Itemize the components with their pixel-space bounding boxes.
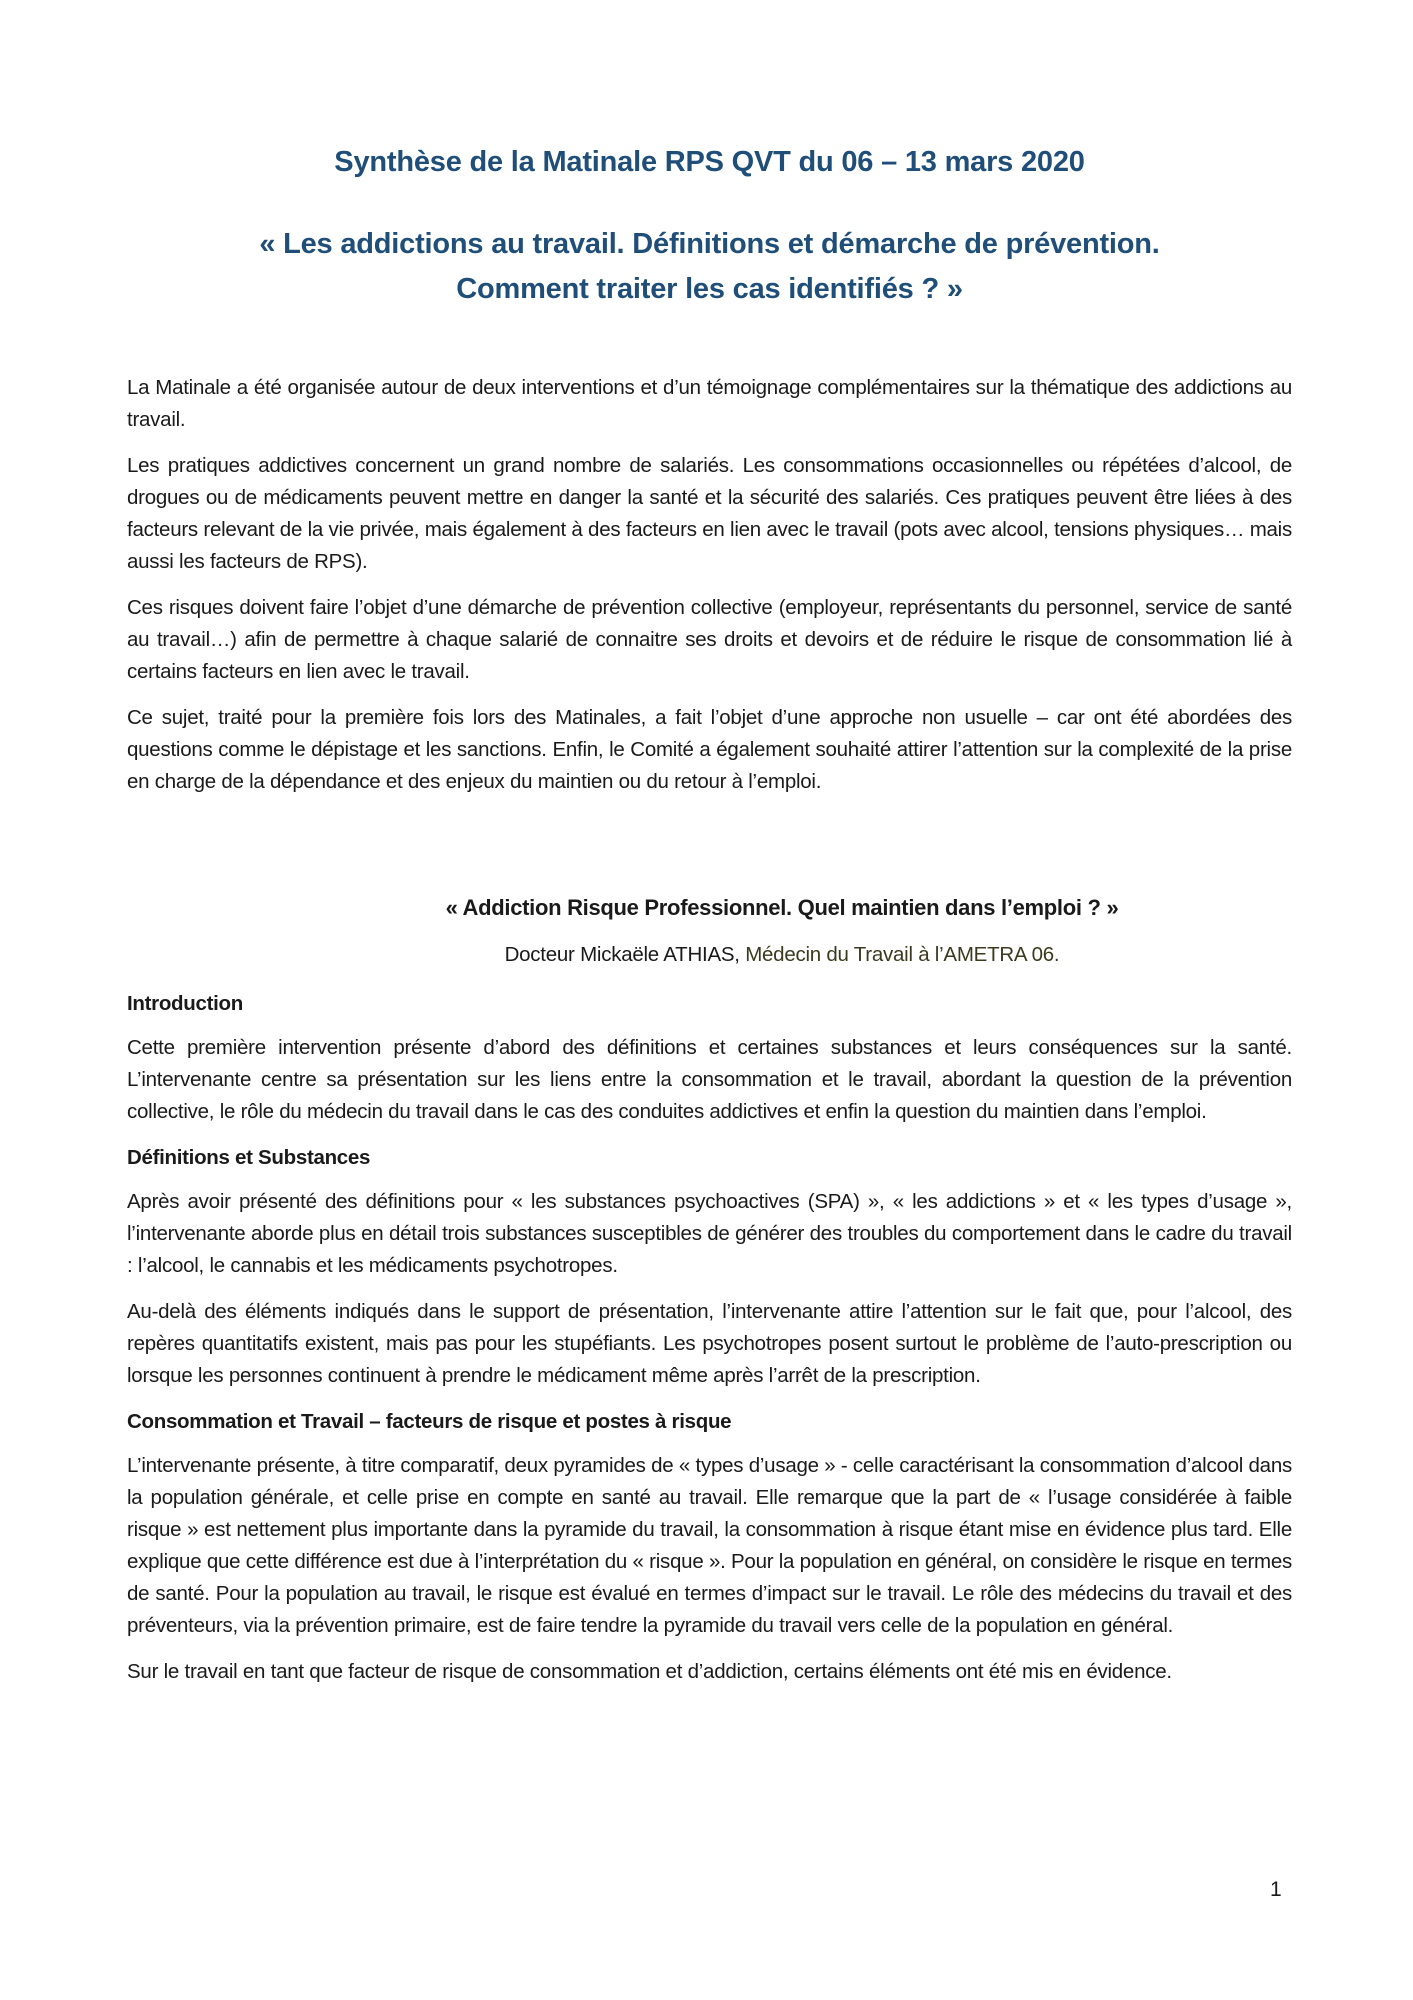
speaker-line bbox=[127, 943, 1292, 967]
section-heading: Introduction bbox=[127, 992, 243, 1015]
section-definitions bbox=[127, 1142, 1292, 1392]
section-paragraph: Cette première intervention présente d’abord des définitions et certaines substances et leurs conséquences sur la santé. L’intervenante centre sa présentation sur les liens entre la consommation et le travail, abordant la question de la prévention collective, le rôle du médecin du travail dans le cas des conduites addictives et enfin la question du maintien dans l’emploi. bbox=[127, 1036, 1292, 1123]
section-consommation-travail bbox=[127, 1406, 1292, 1688]
page-number: 1 bbox=[1270, 1878, 1282, 1901]
subtitle-line-2: Comment traiter les cas identifiés ? » bbox=[456, 273, 963, 305]
intro-paragraph: Les pratiques addictives concernent un grand nombre de salariés. Les consommations occasionnelles ou répétées d’alcool, de drogues ou de médicaments peuvent mettre en danger la santé et la sécurité des salariés. Ces pratiques peuvent être liées à des facteurs relevant de la vie privée, mais également à des facteurs en lien avec le travail (pots avec alcool, tensions physiques… mais aussi les facteurs de RPS). bbox=[127, 454, 1292, 573]
document-title: Synthèse de la Matinale RPS QVT du 06 – 13 mars 2020 bbox=[334, 146, 1085, 178]
talk-body bbox=[127, 988, 1292, 1702]
intro-paragraph: Ce sujet, traité pour la première fois lors des Matinales, a fait l’objet d’une approche non usuelle – car ont été abordées des questions comme le dépistage et les sanctions. Enfin, le Comité a également souhaité attirer l’attention sur la complexité de la prise en charge de la dépendance et des enjeux du maintien ou du retour à l’emploi. bbox=[127, 706, 1292, 793]
document-subtitle bbox=[127, 222, 1292, 312]
speaker-role: Médecin du Travail à l’AMETRA 06. bbox=[745, 943, 1060, 966]
section-paragraph: Au-delà des éléments indiqués dans le support de présentation, l’intervenante attire l’attention sur le fait que, pour l’alcool, des repères quantitatifs existent, mais pas pour les stupéfiants. Les psychotropes posent surtout le problème de l’auto-prescription ou lorsque les personnes continuent à prendre le médicament même après l’arrêt de la prescription. bbox=[127, 1300, 1292, 1387]
section-heading: Consommation et Travail – facteurs de risque et postes à risque bbox=[127, 1410, 732, 1433]
intro-paragraph: La Matinale a été organisée autour de deux interventions et d’un témoignage complémentaires sur la thématique des addictions au travail. bbox=[127, 376, 1292, 431]
section-paragraph: Sur le travail en tant que facteur de risque de consommation et d’addiction, certains éléments ont été mis en évidence. bbox=[127, 1660, 1172, 1683]
talk-title: « Addiction Risque Professionnel. Quel maintien dans l’emploi ? » bbox=[445, 895, 1119, 920]
subtitle-line-1: « Les addictions au travail. Définitions et démarche de prévention. bbox=[259, 228, 1160, 260]
intro-section bbox=[127, 372, 1292, 812]
section-heading: Définitions et Substances bbox=[127, 1146, 371, 1169]
section-paragraph: L’intervenante présente, à titre comparatif, deux pyramides de « types d’usage » - celle caractérisant la consommation d’alcool dans la population générale, et celle prise en compte en santé au travail. Elle remarque que la part de « l’usage considérée à faible risque » est nettement plus importante dans la pyramide du travail, la consommation à risque étant mise en évidence plus tard. Elle explique que cette différence est due à l’interprétation du « risque ». Pour la population en général, on considère le risque en termes de santé. Pour la population au travail, le risque est évalué en termes d’impact sur le travail. Le rôle des médecins du travail et des préventeurs, via la prévention primaire, est de faire tendre la pyramide du travail vers celle de la population en général. bbox=[127, 1454, 1292, 1637]
speaker-name: Docteur Mickaële ATHIAS, bbox=[504, 943, 746, 966]
intro-paragraph: Ces risques doivent faire l’objet d’une démarche de prévention collective (employeur, représentants du personnel, service de santé au travail…) afin de permettre à chaque salarié de connaitre ses droits et devoirs et de réduire le risque de consommation lié à certains facteurs en lien avec le travail. bbox=[127, 596, 1292, 683]
section-paragraph: Après avoir présenté des définitions pour « les substances psychoactives (SPA) », « les addictions » et « les types d’usage », l’intervenante aborde plus en détail trois substances susceptibles de générer des troubles du comportement dans le cadre du travail : l’alcool, le cannabis et les médicaments psychotropes. bbox=[127, 1190, 1292, 1277]
section-introduction bbox=[127, 988, 1292, 1128]
